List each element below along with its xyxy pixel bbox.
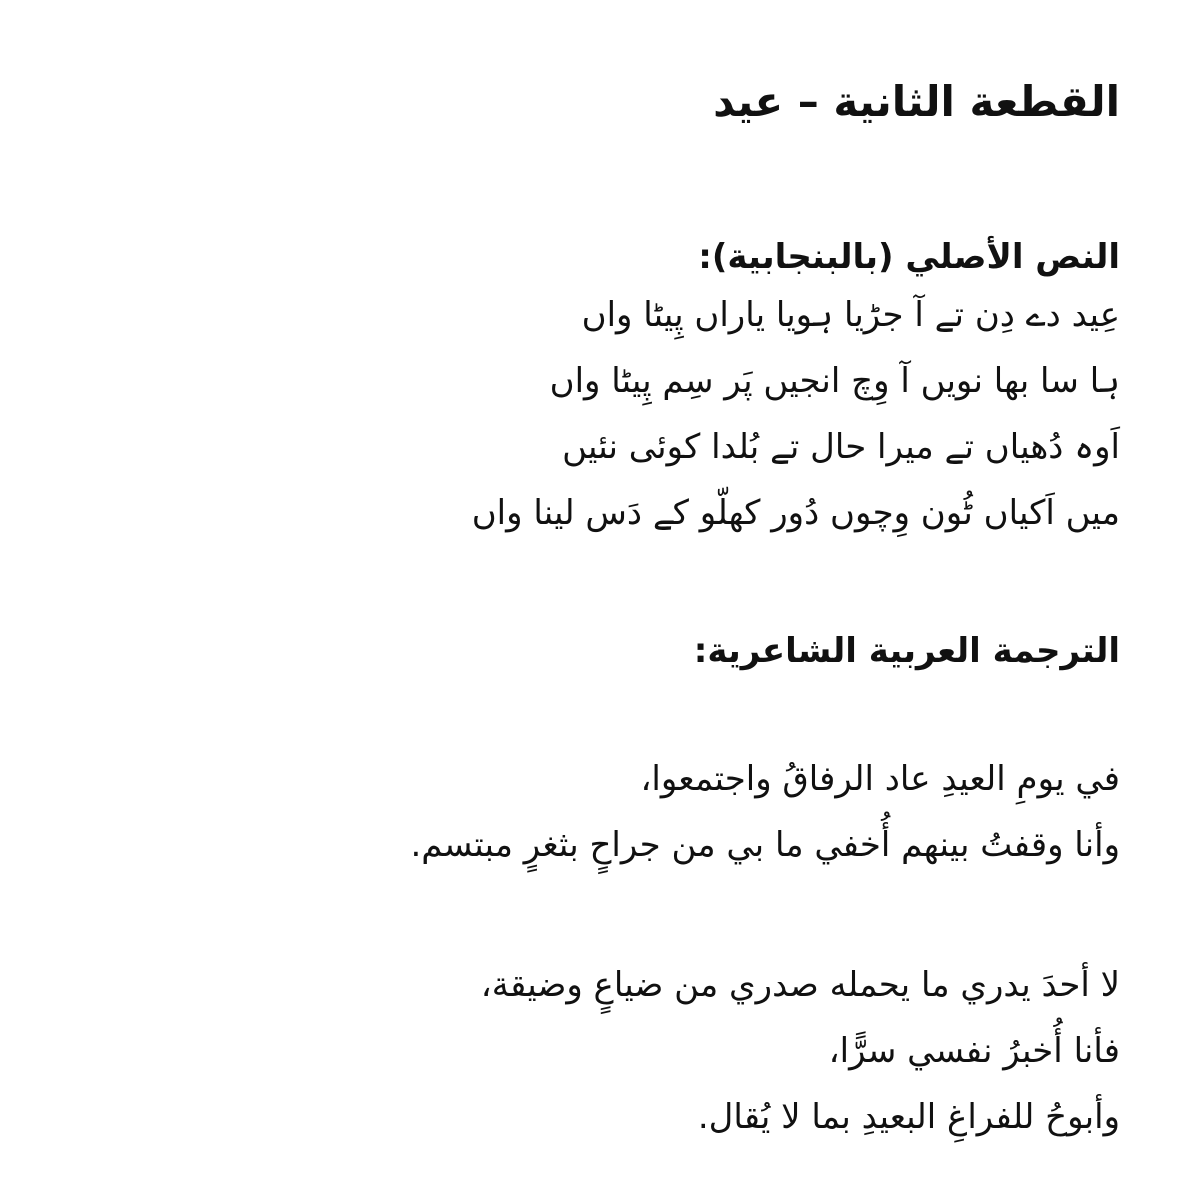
original-line: میں اَکیاں ٹُون وِچوں دُور کھلّو کے دَس لینا واں	[471, 493, 1120, 533]
original-line: اَوہ دُھیاں تے میرا حال تے بُلدا کوئی نئیں	[562, 427, 1120, 467]
original-line: ہا سا بھا نویں آ وِچ انجیں پَر سِم پِیٹا واں	[549, 361, 1120, 401]
translation-line: لا أحدَ يدري ما يحمله صدري من ضياعٍ وضيقة،	[480, 965, 1120, 1005]
translation-heading: الترجمة العربية الشاعرية:	[693, 631, 1120, 671]
translation-line: فأنا أُخبرُ نفسي سرًّا،	[828, 1031, 1120, 1071]
translation-line: في يومِ العيدِ عاد الرفاقُ واجتمعوا،	[640, 759, 1120, 799]
translation-line: وأنا وقفتُ بينهم أُخفي ما بي من جراحٍ بثغرٍ مبتسم.	[410, 825, 1120, 865]
original-text-heading: النص الأصلي (بالبنجابية):	[698, 237, 1120, 277]
translation-line: وأبوحُ للفراغِ البعيدِ بما لا يُقال.	[697, 1097, 1120, 1137]
original-line: عِید دے دِن تے آ جڑیا ہویا یاراں پِیٹا واں	[581, 295, 1120, 335]
page-title: القطعة الثانية – عيد	[713, 77, 1120, 126]
